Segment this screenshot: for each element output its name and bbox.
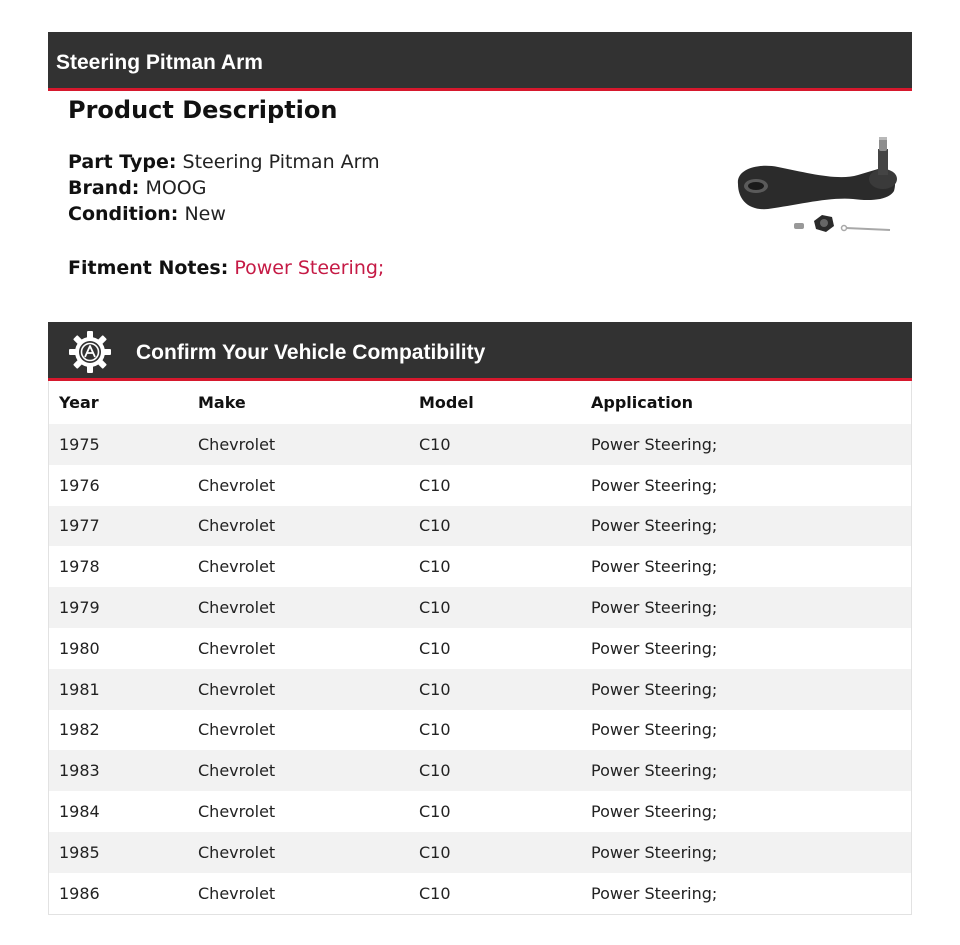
column-header-model: Model: [419, 393, 474, 412]
brand-label: Brand:: [68, 177, 140, 199]
cell-application: Power Steering;: [591, 516, 718, 536]
cell-make: Chevrolet: [198, 761, 276, 781]
cell-year: 1984: [59, 802, 100, 822]
brand-value: MOOG: [145, 177, 207, 199]
cell-year: 1985: [59, 842, 100, 862]
table-row: [49, 628, 912, 669]
cell-make: Chevrolet: [198, 475, 276, 495]
cell-application: Power Steering;: [591, 883, 718, 903]
cell-year: 1980: [59, 638, 100, 658]
cell-application: Power Steering;: [591, 842, 718, 862]
cell-make: Chevrolet: [198, 720, 276, 740]
table-row: [49, 750, 912, 791]
cell-model: C10: [419, 598, 451, 618]
condition-value: New: [184, 203, 226, 225]
compatibility-title: Confirm Your Vehicle Compatibility: [136, 341, 486, 364]
cell-model: C10: [419, 720, 451, 740]
cell-model: C10: [419, 475, 451, 495]
cell-make: Chevrolet: [198, 516, 276, 536]
cell-make: Chevrolet: [198, 679, 276, 699]
cell-application: Power Steering;: [591, 679, 718, 699]
product-title: Steering Pitman Arm: [56, 51, 263, 74]
pitman-arm-photo: [728, 129, 908, 241]
table-row: [49, 506, 912, 547]
cell-year: 1986: [59, 883, 100, 903]
cell-model: C10: [419, 638, 451, 658]
cell-make: Chevrolet: [198, 883, 276, 903]
cell-model: C10: [419, 842, 451, 862]
cell-model: C10: [419, 883, 451, 903]
spec-brand: [68, 175, 206, 201]
gear-icon: [68, 330, 112, 374]
table-row: [49, 587, 912, 628]
description-heading: Product Description: [68, 96, 338, 124]
part-type-label: Part Type:: [68, 151, 177, 173]
product-title-bar: [48, 32, 912, 91]
cell-model: C10: [419, 802, 451, 822]
cell-make: Chevrolet: [198, 802, 276, 822]
table-row: [49, 546, 912, 587]
spec-fitment-notes: [68, 255, 384, 281]
cell-application: Power Steering;: [591, 802, 718, 822]
column-header-year: Year: [59, 393, 99, 412]
product-panel: [48, 32, 912, 915]
cell-year: 1976: [59, 475, 100, 495]
cell-application: Power Steering;: [591, 434, 718, 454]
condition-label: Condition:: [68, 203, 179, 225]
cell-application: Power Steering;: [591, 475, 718, 495]
table-row: [49, 424, 912, 465]
compatibility-header: [48, 322, 912, 381]
table-row: [49, 465, 912, 506]
cell-model: C10: [419, 761, 451, 781]
cell-make: Chevrolet: [198, 598, 276, 618]
column-header-make: Make: [198, 393, 246, 412]
product-description-section: [48, 91, 912, 322]
cell-make: Chevrolet: [198, 557, 276, 577]
cell-application: Power Steering;: [591, 638, 718, 658]
cell-application: Power Steering;: [591, 761, 718, 781]
cell-model: C10: [419, 434, 451, 454]
fitment-value: Power Steering;: [234, 257, 385, 279]
table-header-row: [49, 381, 912, 424]
part-type-value: Steering Pitman Arm: [182, 151, 380, 173]
cell-model: C10: [419, 557, 451, 577]
table-row: [49, 791, 912, 832]
compatibility-table: [48, 381, 912, 915]
cell-year: 1978: [59, 557, 100, 577]
table-row: [49, 832, 912, 873]
cell-year: 1979: [59, 598, 100, 618]
cell-year: 1983: [59, 761, 100, 781]
table-row: [49, 669, 912, 710]
fitment-label: Fitment Notes:: [68, 257, 229, 279]
cell-make: Chevrolet: [198, 434, 276, 454]
cell-make: Chevrolet: [198, 842, 276, 862]
cell-model: C10: [419, 516, 451, 536]
cell-year: 1977: [59, 516, 100, 536]
cell-make: Chevrolet: [198, 638, 276, 658]
cell-application: Power Steering;: [591, 598, 718, 618]
cell-application: Power Steering;: [591, 720, 718, 740]
table-row: [49, 873, 912, 914]
spec-part-type: [68, 149, 380, 175]
cell-year: 1982: [59, 720, 100, 740]
cell-model: C10: [419, 679, 451, 699]
spec-condition: [68, 201, 226, 227]
column-header-application: Application: [591, 393, 694, 412]
table-row: [49, 710, 912, 751]
cell-year: 1975: [59, 434, 100, 454]
cell-application: Power Steering;: [591, 557, 718, 577]
cell-year: 1981: [59, 679, 100, 699]
